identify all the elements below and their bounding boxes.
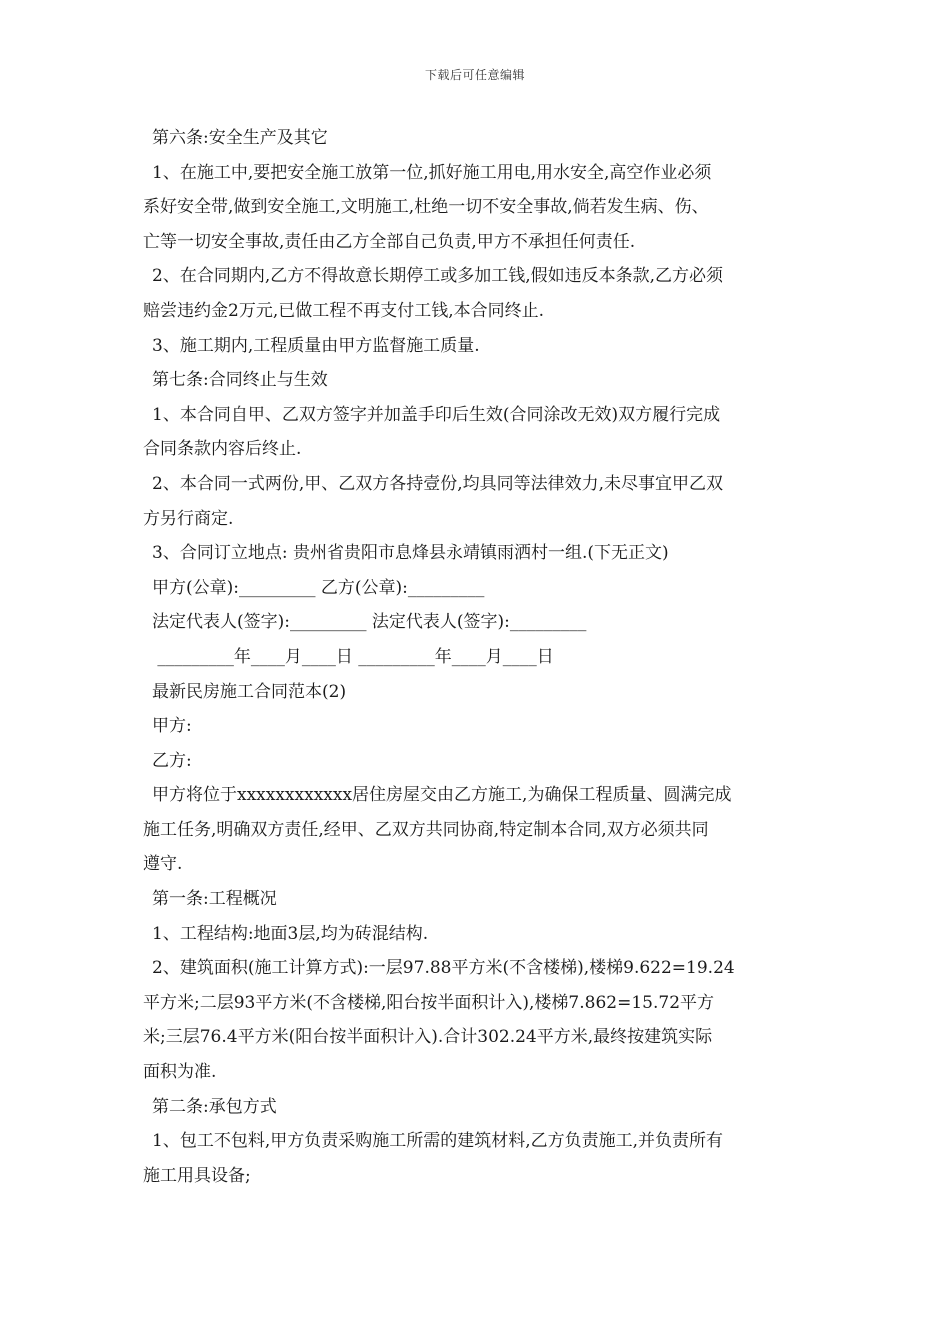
paragraph-line: 赔尝违约金2万元,已做工程不再支付工钱,本合同终止. <box>143 300 545 321</box>
paragraph-line: 3、合同订立地点: 贵州省贵阳市息烽县永靖镇雨洒村一组.(下无正文) <box>152 543 669 564</box>
signature-line: 法定代表人(签字):_________ 法定代表人(签字):_________ <box>152 612 587 633</box>
paragraph-line: 2、建筑面积(施工计算方式):一层97.88平方米(不含楼梯),楼梯9.622=19.24 <box>152 958 735 979</box>
paragraph-line: 施工任务,明确双方责任,经甲、乙双方共同协商,特定制本合同,双方必须共同 <box>143 819 709 840</box>
section-heading: 第二条:承包方式 <box>152 1096 277 1117</box>
party-a-line: 甲方: <box>152 716 192 737</box>
paragraph-line: 米;三层76.4平方米(阳台按半面积计入).合计302.24平方米,最终按建筑实际 <box>143 1027 713 1048</box>
section-heading: 第一条:工程概况 <box>152 889 277 910</box>
document-body <box>143 121 809 1193</box>
section-heading: 第六条:安全生产及其它 <box>152 128 328 148</box>
paragraph-line: 方另行商定. <box>143 508 234 529</box>
section-heading: 第七条:合同终止与生效 <box>152 370 328 391</box>
date-line: _________年____月____日 _________年____月____日 <box>152 646 554 667</box>
paragraph-line: 面积为准. <box>143 1062 217 1083</box>
paragraph-line: 遵守. <box>143 854 183 875</box>
paragraph-line: 1、工程结构:地面3层,均为砖混结构. <box>152 923 429 944</box>
paragraph-line: 1、在施工中,要把安全施工放第一位,抓好施工用电,用水安全,高空作业必须 <box>152 162 712 183</box>
paragraph-line: 甲方将位于xxxxxxxxxxxx居住房屋交由乙方施工,为确保工程质量、圆满完成 <box>152 785 732 806</box>
signature-line: 甲方(公章):_________ 乙方(公章):_________ <box>152 577 485 598</box>
document-title: 最新民房施工合同范本(2) <box>152 681 347 702</box>
paragraph-line: 1、本合同自甲、乙双方签字并加盖手印后生效(合同涂改无效)双方履行完成 <box>152 404 721 425</box>
paragraph-line: 施工用具设备; <box>143 1165 251 1186</box>
paragraph-line: 系好安全带,做到安全施工,文明施工,杜绝一切不安全事故,倘若发生病、伤、 <box>143 197 709 218</box>
paragraph-line: 亡等一切安全事故,责任由乙方全部自己负责,甲方不承担任何责任. <box>143 231 636 252</box>
paragraph-line: 1、包工不包料,甲方负责采购施工所需的建筑材料,乙方负责施工,并负责所有 <box>152 1131 724 1152</box>
page-header: 下载后可任意编辑 <box>424 68 525 82</box>
party-b-line: 乙方: <box>152 750 192 771</box>
paragraph-line: 平方米;二层93平方米(不含楼梯,阳台按半面积计入),楼梯7.862=15.72平方 <box>143 992 715 1013</box>
paragraph-line: 3、施工期内,工程质量由甲方监督施工质量. <box>152 335 480 356</box>
paragraph-line: 2、在合同期内,乙方不得故意长期停工或多加工钱,假如违反本条款,乙方必须 <box>152 266 724 287</box>
paragraph-line: 合同条款内容后终止. <box>143 439 302 460</box>
paragraph-line: 2、本合同一式两份,甲、乙双方各持壹份,均具同等法律效力,未尽事宜甲乙双 <box>152 473 724 494</box>
